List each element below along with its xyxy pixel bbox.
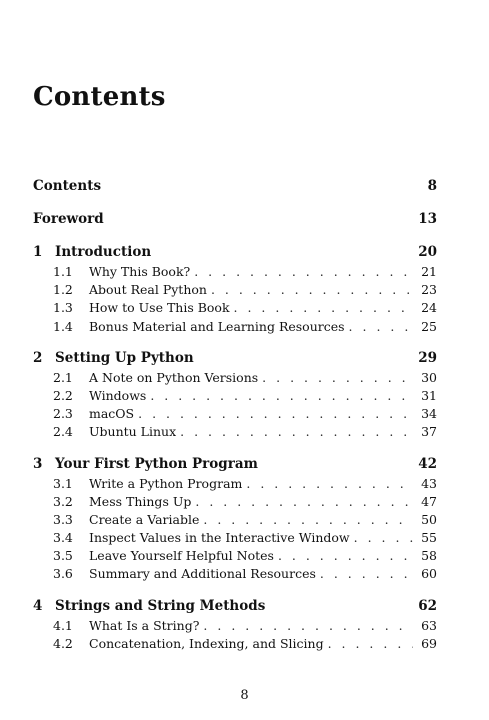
chapter-page: 29 (418, 349, 437, 366)
section-number: 3.3 (53, 511, 73, 527)
chapter-heading[interactable] (33, 350, 437, 370)
section-number: 2.4 (53, 424, 73, 440)
chapter-page: 42 (418, 455, 437, 472)
section-entry[interactable] (33, 264, 437, 282)
dot-leader (194, 264, 413, 279)
dot-leader (150, 388, 413, 403)
chapter-number: 4 (33, 597, 43, 614)
chapter-title: Setting Up Python (55, 349, 194, 366)
section-number: 3.4 (53, 530, 73, 546)
chapter-title: Your First Python Program (55, 455, 258, 472)
section-page: 58 (421, 548, 437, 564)
section-title: Inspect Values in the Interactive Window (89, 530, 350, 546)
section-entry[interactable] (33, 618, 437, 636)
section-entry[interactable] (33, 512, 437, 530)
section-title: Summary and Additional Resources (89, 566, 316, 582)
section-entry[interactable] (33, 566, 437, 584)
section-title: Leave Yourself Helpful Notes (89, 548, 274, 564)
toc-entry-contents[interactable] (33, 178, 437, 198)
section-page: 47 (421, 493, 437, 509)
dot-leader (211, 282, 413, 297)
dot-leader (354, 530, 413, 545)
section-page: 43 (421, 475, 437, 491)
chapter-heading[interactable] (33, 456, 437, 476)
chapter-list (33, 244, 437, 654)
section-title: Mess Things Up (89, 493, 192, 509)
section-number: 2.1 (53, 369, 73, 385)
dot-leader (328, 636, 413, 651)
section-page: 34 (421, 406, 437, 422)
section-number: 3.5 (53, 548, 73, 564)
section-title: Ubuntu Linux (89, 424, 177, 440)
dot-leader (195, 494, 413, 509)
section-title: Create a Variable (89, 511, 200, 527)
section-number: 3.6 (53, 566, 73, 582)
section-title: How to Use This Book (89, 300, 230, 316)
dot-leader (278, 548, 413, 563)
chapter-title: Introduction (55, 244, 152, 260)
section-title: A Note on Python Versions (89, 369, 259, 385)
section-page: 63 (421, 617, 437, 633)
section-number: 1.1 (53, 264, 73, 279)
chapter-page: 20 (418, 244, 437, 260)
section-title: Windows (89, 387, 147, 403)
table-of-contents (33, 178, 437, 667)
dot-leader (138, 406, 413, 421)
section-entry[interactable] (33, 300, 437, 318)
chapter-block (33, 244, 437, 337)
section-entry[interactable] (33, 406, 437, 424)
section-title: Why This Book? (89, 264, 191, 279)
section-entry[interactable] (33, 319, 437, 337)
section-number: 1.2 (53, 282, 73, 298)
section-page: 23 (421, 282, 437, 298)
section-page: 31 (421, 387, 437, 403)
section-title: Concatenation, Indexing, and Slicing (89, 635, 324, 651)
toc-entry-page: 8 (427, 178, 437, 194)
page-number: 8 (240, 688, 249, 703)
chapter-block (33, 350, 437, 443)
chapter-number: 2 (33, 349, 43, 366)
section-title: About Real Python (89, 282, 207, 298)
section-page: 21 (421, 264, 437, 279)
section-entry[interactable] (33, 636, 437, 654)
section-entry[interactable] (33, 282, 437, 300)
section-entry[interactable] (33, 548, 437, 566)
section-page: 55 (421, 530, 437, 546)
dot-leader (203, 618, 413, 633)
section-page: 50 (421, 511, 437, 527)
chapter-page: 62 (418, 597, 437, 614)
section-number: 2.2 (53, 387, 73, 403)
chapter-block (33, 598, 437, 654)
section-number: 1.3 (53, 300, 73, 316)
section-number: 2.3 (53, 406, 73, 422)
dot-leader (262, 370, 413, 385)
section-page: 30 (421, 369, 437, 385)
section-number: 4.2 (53, 635, 73, 651)
toc-entry-label: Foreword (33, 211, 104, 227)
section-entry[interactable] (33, 424, 437, 442)
dot-leader (320, 566, 413, 581)
section-entry[interactable] (33, 388, 437, 406)
section-number: 1.4 (53, 318, 73, 334)
section-page: 24 (421, 300, 437, 316)
page-title: Contents (33, 82, 166, 112)
toc-entry-page: 13 (418, 211, 437, 227)
section-page: 69 (421, 635, 437, 651)
chapter-number: 3 (33, 455, 43, 472)
dot-leader (203, 512, 413, 527)
dot-leader (349, 319, 413, 334)
section-number: 3.2 (53, 493, 73, 509)
section-page: 60 (421, 566, 437, 582)
section-title: macOS (89, 406, 135, 422)
section-page: 37 (421, 424, 437, 440)
dot-leader (246, 476, 413, 491)
section-title: Write a Python Program (89, 475, 243, 491)
section-entry[interactable] (33, 530, 437, 548)
section-entry[interactable] (33, 476, 437, 494)
section-number: 4.1 (53, 617, 73, 633)
chapter-number: 1 (33, 244, 43, 260)
toc-entry-foreword[interactable] (33, 211, 437, 231)
section-page: 25 (421, 318, 437, 334)
section-title: What Is a String? (89, 617, 200, 633)
chapter-heading[interactable] (33, 244, 437, 264)
section-number: 3.1 (53, 475, 73, 491)
chapter-title: Strings and String Methods (55, 597, 266, 614)
section-title: Bonus Material and Learning Resources (89, 318, 345, 334)
chapter-heading[interactable] (33, 598, 437, 618)
toc-entry-label: Contents (33, 178, 102, 194)
dot-leader (234, 300, 413, 315)
section-entry[interactable] (33, 494, 437, 512)
section-entry[interactable] (33, 370, 437, 388)
chapter-block (33, 456, 437, 585)
dot-leader (180, 424, 413, 439)
